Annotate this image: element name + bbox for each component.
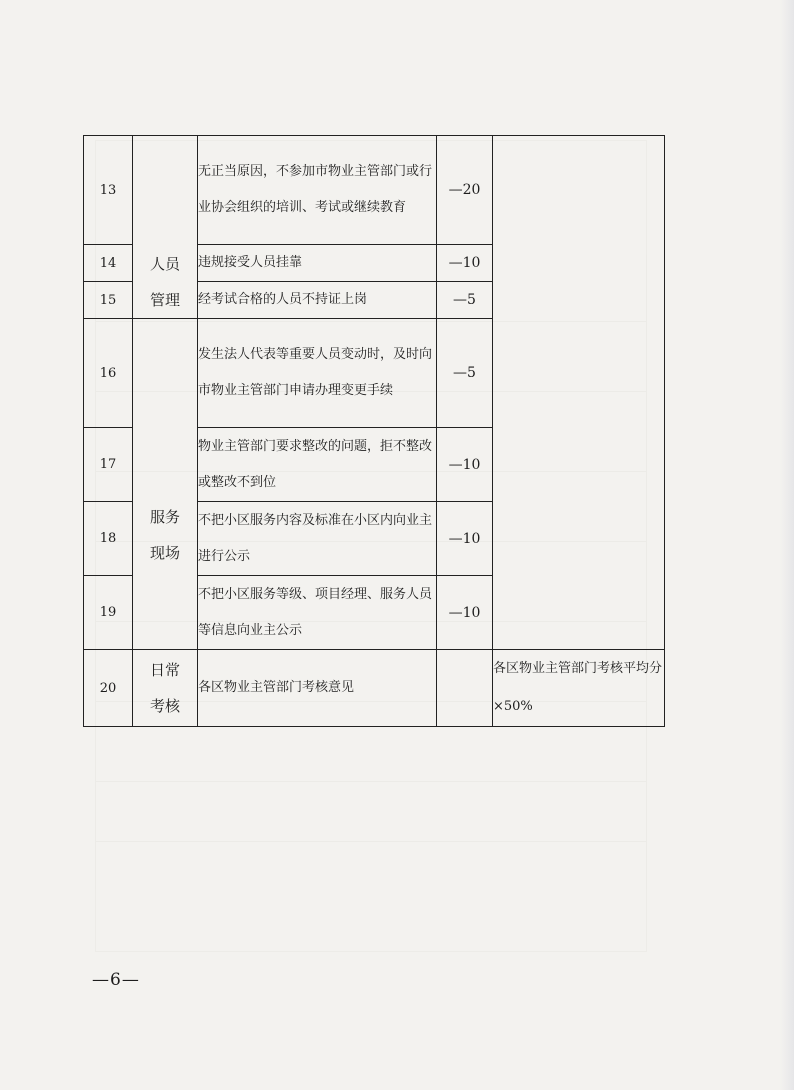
- category-label-line1: 服务: [149, 508, 180, 526]
- table-row: [84, 650, 665, 727]
- category-label-line1: 人员: [149, 255, 180, 273]
- row-number: 20: [84, 650, 133, 727]
- row-number: 19: [84, 576, 133, 650]
- row-number: 16: [84, 319, 133, 428]
- row-number: 17: [84, 428, 133, 502]
- item-description: 发生法人代表等重要人员变动时，及时向市物业主管部门申请办理变更手续: [198, 319, 437, 428]
- item-description: 违规接受人员挂靠: [198, 245, 437, 282]
- table-row: [84, 136, 665, 245]
- row-number: 15: [84, 282, 133, 319]
- category-personnel-management: [133, 136, 198, 319]
- score-deduction: —10: [437, 502, 493, 576]
- category-label-line1: 日常: [149, 661, 180, 679]
- page-number: —6—: [92, 970, 140, 990]
- item-description: 物业主管部门要求整改的问题，拒不整改或整改不到位: [198, 428, 437, 502]
- score-deduction: —5: [437, 282, 493, 319]
- scoring-table: [83, 135, 665, 727]
- notes-cell-empty: [493, 136, 665, 650]
- score-deduction: —10: [437, 576, 493, 650]
- category-service-site: [133, 319, 198, 650]
- category-label-line2: 考核: [149, 697, 180, 715]
- row-number: 18: [84, 502, 133, 576]
- category-daily-assessment: [133, 650, 198, 727]
- row-number: 13: [84, 136, 133, 245]
- item-description: 不把小区服务内容及标准在小区内向业主进行公示: [198, 502, 437, 576]
- score-deduction: —10: [437, 245, 493, 282]
- score-deduction: —10: [437, 428, 493, 502]
- item-description: 无正当原因，不参加市物业主管部门或行业协会组织的培训、考试或继续教育: [198, 136, 437, 245]
- page-edge-shadow: [780, 0, 794, 1090]
- item-description: 经考试合格的人员不持证上岗: [198, 282, 437, 319]
- category-label-line2: 管理: [149, 291, 180, 309]
- row-number: 14: [84, 245, 133, 282]
- category-label-line2: 现场: [149, 544, 180, 562]
- score-deduction: [437, 650, 493, 727]
- scoring-note: 各区物业主管部门考核平均分×50%: [493, 650, 665, 727]
- item-description: 不把小区服务等级、项目经理、服务人员等信息向业主公示: [198, 576, 437, 650]
- score-deduction: —5: [437, 319, 493, 428]
- score-deduction: —20: [437, 136, 493, 245]
- item-description: 各区物业主管部门考核意见: [198, 650, 437, 727]
